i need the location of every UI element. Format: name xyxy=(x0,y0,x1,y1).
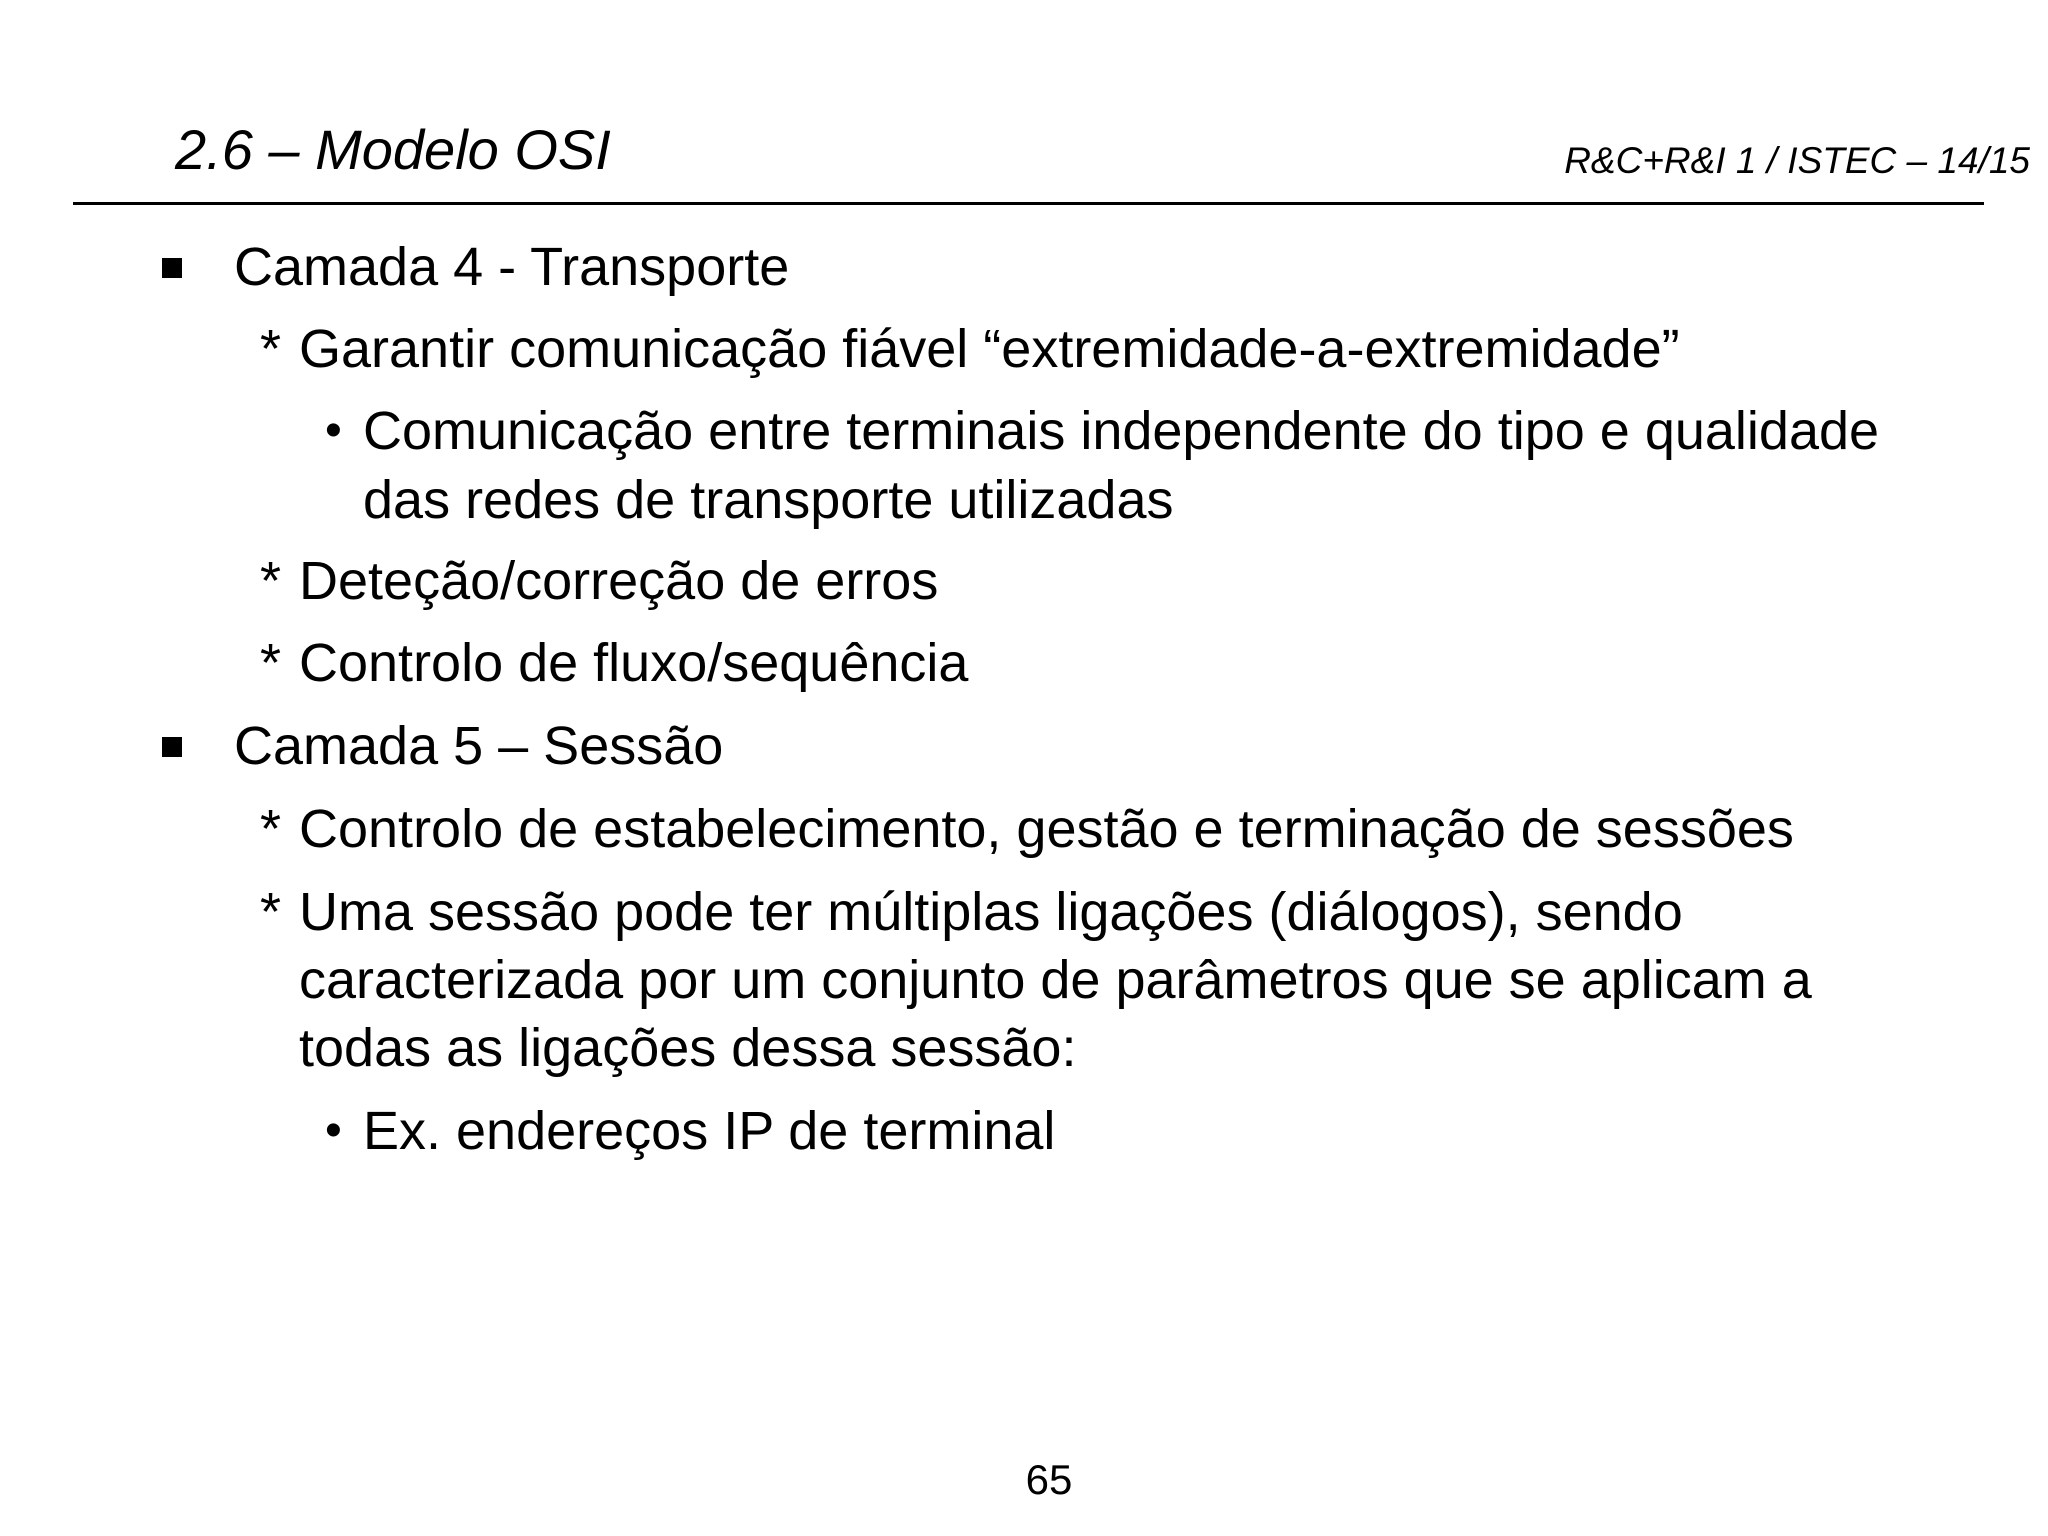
page-number: 65 xyxy=(1025,1456,1073,1503)
list-item-line: todas as ligações dessa sessão: xyxy=(299,1018,1077,1078)
asterisk-bullet-icon: * xyxy=(260,319,282,379)
list-item: Garantir comunicação fiável “extremidade-a-extremidade” xyxy=(299,319,1680,379)
course-label: R&C+R&I 1 / ISTEC – 14/15 xyxy=(1564,140,2030,181)
slide-title: 2.6 – Modelo OSI xyxy=(175,118,611,181)
list-item: Deteção/correção de erros xyxy=(299,551,939,611)
dot-bullet-icon: • xyxy=(325,1104,342,1157)
asterisk-bullet-icon: * xyxy=(260,799,282,859)
square-bullet-icon xyxy=(162,258,182,278)
section-heading: Camada 5 – Sessão xyxy=(234,716,724,776)
sub-list-item: Ex. endereços IP de terminal xyxy=(363,1101,1056,1161)
list-item-line: caracterizada por um conjunto de parâmetros que se aplicam a xyxy=(299,950,1812,1010)
asterisk-bullet-icon: * xyxy=(260,633,282,693)
dot-bullet-icon: • xyxy=(325,404,342,457)
asterisk-bullet-icon: * xyxy=(260,551,282,611)
section-heading: Camada 4 - Transporte xyxy=(234,237,790,297)
sub-list-item-line: Comunicação entre terminais independente do tipo e qualidade xyxy=(363,401,1880,461)
list-item: Controlo de fluxo/sequência xyxy=(299,633,969,693)
sub-list-item-line: das redes de transporte utilizadas xyxy=(363,470,1174,530)
list-item: Controlo de estabelecimento, gestão e terminação de sessões xyxy=(299,799,1794,859)
list-item-line: Uma sessão pode ter múltiplas ligações (diálogos), sendo xyxy=(299,882,1683,942)
asterisk-bullet-icon: * xyxy=(260,882,282,942)
square-bullet-icon xyxy=(162,737,182,757)
